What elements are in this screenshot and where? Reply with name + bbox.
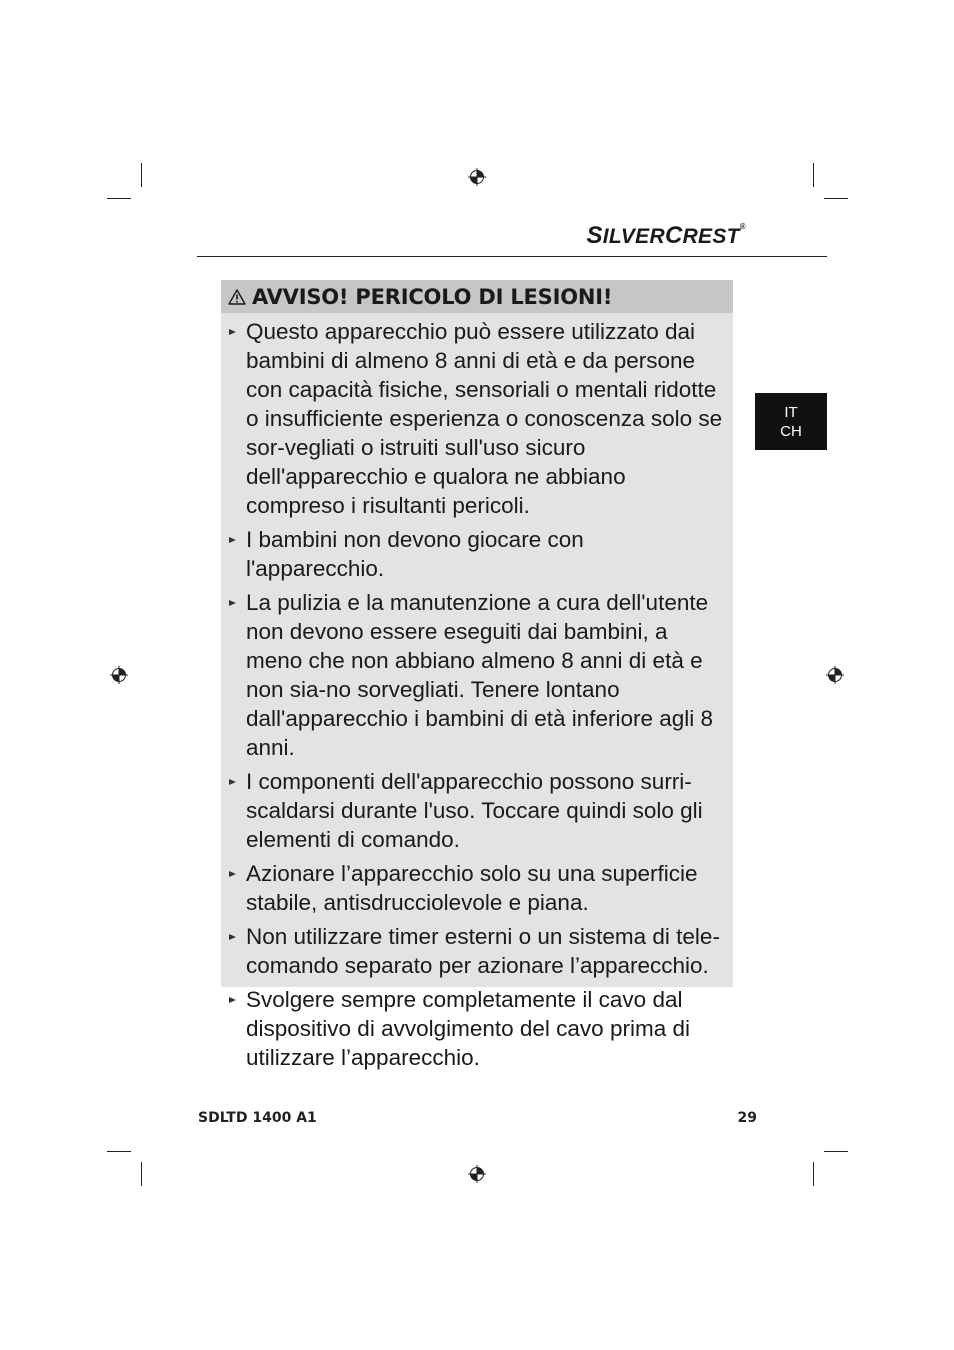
bullet-arrow-icon [229, 779, 236, 785]
language-code-ch: CH [780, 422, 802, 440]
registration-mark-icon [110, 666, 128, 684]
page-number: 29 [737, 1110, 757, 1126]
registration-mark-icon [468, 168, 486, 186]
crop-mark [824, 198, 848, 199]
list-item: Azionare l’apparecchio solo su una superficie stabile, antisdrucciolevole e piana. [221, 859, 733, 917]
crop-mark [141, 163, 142, 187]
crop-mark [813, 1162, 814, 1186]
list-item: Svolgere sempre completamente il cavo dal dispositivo di avvolgimento del cavo prima di utilizzare l’apparecchio. [221, 985, 733, 1072]
warning-header [221, 280, 733, 313]
silvercrest-logo: SILVERCREST® [586, 222, 746, 249]
bullet-arrow-icon [229, 537, 236, 543]
list-item: I componenti dell'apparecchio possono surri-scaldarsi durante l'uso. Toccare quindi solo gli elementi di comando. [221, 767, 733, 854]
language-tab [755, 393, 827, 450]
bullet-arrow-icon [229, 600, 236, 606]
registration-mark-icon [468, 1165, 486, 1183]
model-number: SDLTD 1400 A1 [198, 1110, 317, 1126]
registration-mark-icon [826, 666, 844, 684]
warning-list [221, 313, 733, 1072]
list-item: Questo apparecchio può essere utilizzato dai bambini di almeno 8 anni di età e da persone con capacità fisiche, sensoriali o mentali ridotte o insufficiente esperienza o conoscenza solo se sor-vegliati o istruiti sull'uso sicuro dell'apparecchio e qualora ne abbiano compreso i risultanti pericoli. [221, 317, 733, 520]
bullet-arrow-icon [229, 871, 236, 877]
language-code-it: IT [784, 403, 798, 421]
crop-mark [824, 1151, 848, 1152]
header-rule [197, 256, 827, 257]
list-item: La pulizia e la manutenzione a cura dell'utente non devono essere eseguiti dai bambini, a meno che non abbiano almeno 8 anni di età e non sia-no sorvegliati. Tenere lontano dall'apparecchio i bambini di età inferiore agli 8 anni. [221, 588, 733, 762]
warning-box [221, 280, 733, 1070]
crop-mark [107, 1151, 131, 1152]
warning-triangle-icon [228, 289, 246, 305]
list-item: I bambini non devono giocare con l'apparecchio. [221, 525, 733, 583]
crop-mark [107, 198, 131, 199]
bullet-arrow-icon [229, 329, 236, 335]
warning-title: AVVISO! PERICOLO DI LESIONI! [252, 284, 613, 309]
crop-mark [141, 1162, 142, 1186]
bullet-arrow-icon [229, 934, 236, 940]
bullet-arrow-icon [229, 997, 236, 1003]
crop-mark [813, 163, 814, 187]
list-item: Non utilizzare timer esterni o un sistema di tele-comando separato per azionare l’apparecchio. [221, 922, 733, 980]
